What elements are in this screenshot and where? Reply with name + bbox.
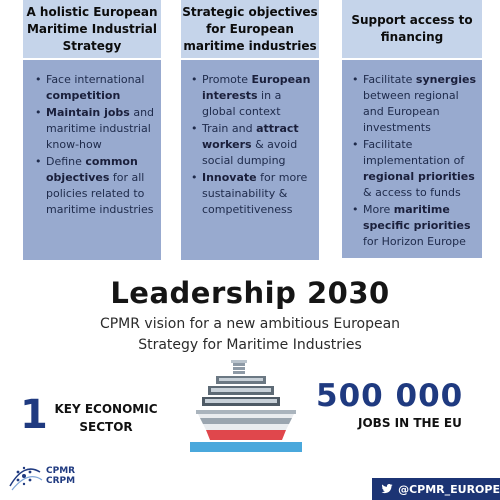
sector-count: 1 <box>20 392 48 438</box>
twitter-handle-bar[interactable] <box>372 478 500 500</box>
column-body <box>23 60 161 260</box>
social-handle: @CPMR_EUROPE <box>398 482 500 496</box>
jobs-count: 500 000 <box>316 378 464 414</box>
column-body <box>342 60 482 258</box>
list-item: • Facilitate implementation of regional priorities & access to funds <box>350 137 476 201</box>
column-access-financing <box>342 0 482 258</box>
bullet-list <box>350 72 476 250</box>
column-holistic-strategy <box>23 0 161 260</box>
list-item: • Define common objectives for all policies related to maritime industries <box>33 154 155 218</box>
list-item: • Train and attract workers & avoid social dumping <box>189 121 313 169</box>
bullet-list <box>189 72 313 218</box>
list-item: • Promote European interests in a global context <box>189 72 313 120</box>
list-item: • Innovate for more sustainability & competitiveness <box>189 170 313 218</box>
page-title: Leadership 2030 <box>110 276 390 310</box>
column-strategic-objectives <box>181 0 319 260</box>
column-body <box>181 60 319 260</box>
logo-text: CPMR CRPM <box>46 466 76 486</box>
jobs-label: JOBS IN THE EU <box>358 416 462 430</box>
page-subtitle: CPMR vision for a new ambitious European Strategy for Maritime Industries <box>99 316 401 353</box>
column-title: A holistic European Maritime Industrial Strategy <box>23 0 161 58</box>
column-title: Strategic objectives for European maritime industries <box>181 0 319 58</box>
list-item: • Face international competition <box>33 72 155 104</box>
bullet-list <box>33 72 155 218</box>
twitter-icon <box>381 483 393 495</box>
list-item: • Maintain jobs and maritime industrial know-how <box>33 105 155 153</box>
ship-icon <box>186 360 306 464</box>
list-item: • More maritime specific priorities for Horizon Europe <box>350 202 476 250</box>
column-title: Support access to financing <box>342 0 482 58</box>
list-item: • Facilitate synergies between regional and European investments <box>350 72 476 136</box>
sector-label: KEY ECONOMIC SECTOR <box>54 402 158 434</box>
